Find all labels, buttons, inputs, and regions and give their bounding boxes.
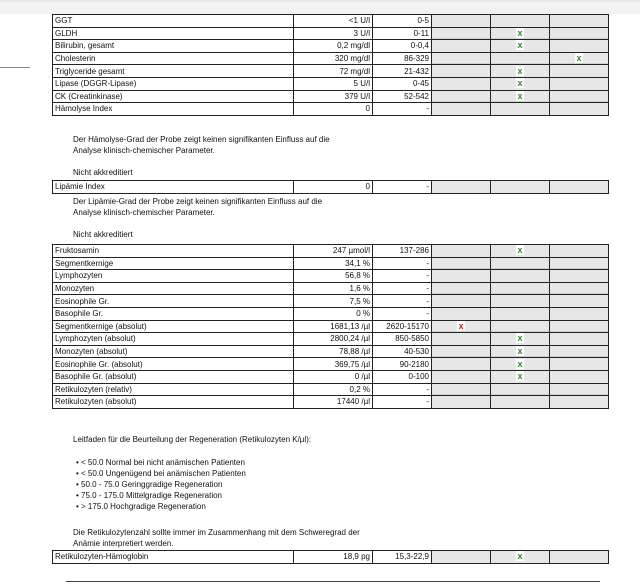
flag-column-2 xyxy=(491,52,550,65)
result-value: <1 U/l xyxy=(294,15,373,28)
flag-column-3 xyxy=(550,383,609,396)
parameter-name: Cholesterin xyxy=(53,52,294,65)
table-row xyxy=(53,15,609,28)
table-row xyxy=(53,103,609,116)
flag-column-3 xyxy=(550,52,609,65)
table-row xyxy=(53,282,609,295)
reference-range: 0-0,4 xyxy=(373,40,432,53)
table-row xyxy=(53,370,609,383)
reference-range: - xyxy=(373,307,432,320)
flag-column-2 xyxy=(491,270,550,283)
table-row xyxy=(53,345,609,358)
reference-range: 40-530 xyxy=(373,345,432,358)
flag-mark: x xyxy=(517,65,523,76)
parameter-name: Segmentkernige xyxy=(53,257,294,270)
flag-column-2 xyxy=(491,103,550,116)
parameter-name: Fruktosamin xyxy=(53,245,294,258)
flag-mark: x xyxy=(517,27,523,38)
parameter-name: CK (Creatinkinase) xyxy=(53,90,294,103)
result-value: 17440 /µl xyxy=(294,396,373,409)
table-row xyxy=(53,295,609,308)
table-row xyxy=(53,358,609,371)
parameter-name: Monozyten (absolut) xyxy=(53,345,294,358)
flag-column-1 xyxy=(432,257,491,270)
parameter-name: Basophile Gr. xyxy=(53,307,294,320)
scan-edge xyxy=(0,0,640,2)
flag-column-3 xyxy=(550,295,609,308)
results-table-reti-hb xyxy=(52,550,609,564)
bullet-item: • < 50.0 Ungenügend bei anämischen Patienten xyxy=(76,469,246,478)
flag-column-3 xyxy=(550,345,609,358)
parameter-name: Hämolyse Index xyxy=(53,103,294,116)
flag-column-3 xyxy=(550,257,609,270)
reference-range: 21-432 xyxy=(373,65,432,78)
flag-column-2 xyxy=(491,90,550,103)
flag-mark: x xyxy=(517,90,523,101)
parameter-name: Retikulozyten (relativ) xyxy=(53,383,294,396)
flag-column-1 xyxy=(432,370,491,383)
result-value: 56,8 % xyxy=(294,270,373,283)
result-value: 0 xyxy=(294,103,373,116)
parameter-name: Lipase (DGGR-Lipase) xyxy=(53,77,294,90)
parameter-name: Bilirubin, gesamt xyxy=(53,40,294,53)
flag-column-3 xyxy=(550,333,609,346)
flag-column-3 xyxy=(550,27,609,40)
result-value: 0 /µl xyxy=(294,370,373,383)
bullet-item: • < 50.0 Normal bei nicht anämischen Patienten xyxy=(76,458,245,467)
result-value: 34,1 % xyxy=(294,257,373,270)
flag-mark: x xyxy=(517,551,523,562)
footer-rule xyxy=(66,581,600,582)
reference-range: - xyxy=(373,181,432,194)
lipaemie-note-line-2: Analyse klinisch-chemischer Parameter. xyxy=(73,208,215,217)
flag-column-2 xyxy=(491,295,550,308)
flag-column-1 xyxy=(432,345,491,358)
reference-range: 90-2180 xyxy=(373,358,432,371)
table-row xyxy=(53,181,609,194)
flag-mark: x xyxy=(458,320,464,331)
flag-column-3 xyxy=(550,358,609,371)
bullet-item: • 75.0 - 175.0 Mittelgradige Regeneration xyxy=(76,491,223,500)
result-value: 0,2 mg/dl xyxy=(294,40,373,53)
flag-column-2 xyxy=(491,333,550,346)
flag-column-1 xyxy=(432,245,491,258)
reference-range: 0-11 xyxy=(373,27,432,40)
table-row xyxy=(53,27,609,40)
parameter-name: Triglyceride gesamt xyxy=(53,65,294,78)
flag-column-1 xyxy=(432,52,491,65)
flag-column-3 xyxy=(550,65,609,78)
table-row xyxy=(53,551,609,564)
result-value: 0 % xyxy=(294,307,373,320)
flag-column-3 xyxy=(550,90,609,103)
result-value: 7,5 % xyxy=(294,295,373,308)
flag-column-1 xyxy=(432,270,491,283)
flag-column-3 xyxy=(550,181,609,194)
parameter-name: Lymphozyten xyxy=(53,270,294,283)
flag-column-2 xyxy=(491,257,550,270)
flag-column-2 xyxy=(491,320,550,333)
flag-column-1 xyxy=(432,295,491,308)
flag-column-1 xyxy=(432,40,491,53)
bullet-item: • 50.0 - 75.0 Geringgradige Regeneration xyxy=(76,480,223,489)
reference-range: - xyxy=(373,270,432,283)
result-value: 1681,13 /µl xyxy=(294,320,373,333)
table-row xyxy=(53,383,609,396)
flag-column-1 xyxy=(432,320,491,333)
reference-range: 52-542 xyxy=(373,90,432,103)
flag-column-3 xyxy=(550,551,609,564)
flag-column-2 xyxy=(491,40,550,53)
flag-column-2 xyxy=(491,27,550,40)
margin-mark xyxy=(0,67,30,68)
table-row xyxy=(53,52,609,65)
reference-range: - xyxy=(373,257,432,270)
flag-column-2 xyxy=(491,383,550,396)
flag-mark: x xyxy=(517,358,523,369)
result-value: 72 mg/dl xyxy=(294,65,373,78)
flag-column-2 xyxy=(491,345,550,358)
reference-range: 0-45 xyxy=(373,77,432,90)
flag-mark: x xyxy=(517,40,523,51)
flag-mark: x xyxy=(517,333,523,344)
flag-column-1 xyxy=(432,103,491,116)
lipaemie-note-line-1: Der Lipämie-Grad der Probe zeigt keinen signifikanten Einfluss auf die xyxy=(73,197,323,206)
result-value: 2800,24 /µl xyxy=(294,333,373,346)
flag-column-1 xyxy=(432,358,491,371)
reference-range: 850-5850 xyxy=(373,333,432,346)
reference-range: 0-100 xyxy=(373,370,432,383)
flag-column-2 xyxy=(491,65,550,78)
result-value: 379 U/l xyxy=(294,90,373,103)
flag-column-1 xyxy=(432,333,491,346)
flag-column-2 xyxy=(491,358,550,371)
table-row xyxy=(53,65,609,78)
result-value: 247 µmol/l xyxy=(294,245,373,258)
flag-mark: x xyxy=(576,53,582,64)
results-table-haematology xyxy=(52,244,609,409)
flag-mark: x xyxy=(517,245,523,256)
flag-column-2 xyxy=(491,245,550,258)
table-row xyxy=(53,257,609,270)
flag-mark: x xyxy=(517,78,523,89)
flag-column-1 xyxy=(432,181,491,194)
parameter-name: Eosinophile Gr. xyxy=(53,295,294,308)
table-row xyxy=(53,245,609,258)
reference-range: - xyxy=(373,396,432,409)
table-row xyxy=(53,40,609,53)
parameter-name: Lipämie Index xyxy=(53,181,294,194)
results-table-lipaemie xyxy=(52,180,609,194)
nicht-akkreditiert-2: Nicht akkreditiert xyxy=(73,230,133,239)
parameter-name: Retikulozyten-Hämoglobin xyxy=(53,551,294,564)
leitfaden-heading: Leitfaden für die Beurteilung der Regeneration (Retikulozyten K/µl): xyxy=(73,435,312,444)
reference-range: - xyxy=(373,295,432,308)
flag-column-1 xyxy=(432,383,491,396)
result-value: 0 xyxy=(294,181,373,194)
result-value: 1,6 % xyxy=(294,282,373,295)
flag-column-3 xyxy=(550,103,609,116)
parameter-name: Eosinophile Gr. (absolut) xyxy=(53,358,294,371)
haemolyse-note-line-1: Der Hämolyse-Grad der Probe zeigt keinen signifikanten Einfluss auf die xyxy=(73,135,330,144)
bullet-item: • > 175.0 Hochgradige Regeneration xyxy=(76,502,206,511)
parameter-name: Retikulozyten (absolut) xyxy=(53,396,294,409)
reference-range: 86-329 xyxy=(373,52,432,65)
result-value: 5 U/l xyxy=(294,77,373,90)
flag-column-1 xyxy=(432,90,491,103)
flag-column-3 xyxy=(550,396,609,409)
flag-column-3 xyxy=(550,245,609,258)
table-row xyxy=(53,307,609,320)
flag-column-1 xyxy=(432,282,491,295)
parameter-name: Segmentkernige (absolut) xyxy=(53,320,294,333)
result-value: 18,9 pg xyxy=(294,551,373,564)
result-value: 369,75 /µl xyxy=(294,358,373,371)
reference-range: 137-286 xyxy=(373,245,432,258)
flag-column-3 xyxy=(550,370,609,383)
nicht-akkreditiert-1: Nicht akkreditiert xyxy=(73,168,133,177)
flag-mark: x xyxy=(517,346,523,357)
reference-range: - xyxy=(373,103,432,116)
flag-mark: x xyxy=(517,371,523,382)
flag-column-1 xyxy=(432,551,491,564)
reference-range: 2620-15170 xyxy=(373,320,432,333)
flag-column-1 xyxy=(432,396,491,409)
parameter-name: Basophile Gr. (absolut) xyxy=(53,370,294,383)
flag-column-1 xyxy=(432,77,491,90)
result-value: 78,88 /µl xyxy=(294,345,373,358)
flag-column-2 xyxy=(491,181,550,194)
flag-column-2 xyxy=(491,551,550,564)
flag-column-3 xyxy=(550,270,609,283)
flag-column-3 xyxy=(550,77,609,90)
result-value: 3 U/l xyxy=(294,27,373,40)
reference-range: - xyxy=(373,282,432,295)
parameter-name: GGT xyxy=(53,15,294,28)
flag-column-2 xyxy=(491,77,550,90)
parameter-name: GLDH xyxy=(53,27,294,40)
flag-column-1 xyxy=(432,27,491,40)
parameter-name: Monozyten xyxy=(53,282,294,295)
flag-column-2 xyxy=(491,396,550,409)
haemolyse-note-line-2: Analyse klinisch-chemischer Parameter. xyxy=(73,146,215,155)
retikulozyten-note-line-2: Anämie interpretiert werden. xyxy=(73,539,174,548)
flag-column-3 xyxy=(550,320,609,333)
reference-range: 15,3-22,9 xyxy=(373,551,432,564)
scan-top-shade xyxy=(0,0,640,14)
flag-column-2 xyxy=(491,307,550,320)
table-row xyxy=(53,320,609,333)
flag-column-1 xyxy=(432,307,491,320)
flag-column-2 xyxy=(491,15,550,28)
flag-column-1 xyxy=(432,65,491,78)
table-row xyxy=(53,396,609,409)
flag-column-3 xyxy=(550,307,609,320)
flag-column-3 xyxy=(550,282,609,295)
results-table-chemistry xyxy=(52,14,609,116)
table-row xyxy=(53,333,609,346)
table-row xyxy=(53,77,609,90)
table-row xyxy=(53,270,609,283)
flag-column-2 xyxy=(491,370,550,383)
flag-column-3 xyxy=(550,15,609,28)
flag-column-2 xyxy=(491,282,550,295)
retikulozyten-note-line-1: Die Retikulozytenzahl sollte immer im Zusammenhang mit dem Schweregrad der xyxy=(73,528,360,537)
parameter-name: Lymphozyten (absolut) xyxy=(53,333,294,346)
flag-column-1 xyxy=(432,15,491,28)
table-row xyxy=(53,90,609,103)
reference-range: - xyxy=(373,383,432,396)
flag-column-3 xyxy=(550,40,609,53)
reference-range: 0-5 xyxy=(373,15,432,28)
result-value: 320 mg/dl xyxy=(294,52,373,65)
result-value: 0,2 % xyxy=(294,383,373,396)
